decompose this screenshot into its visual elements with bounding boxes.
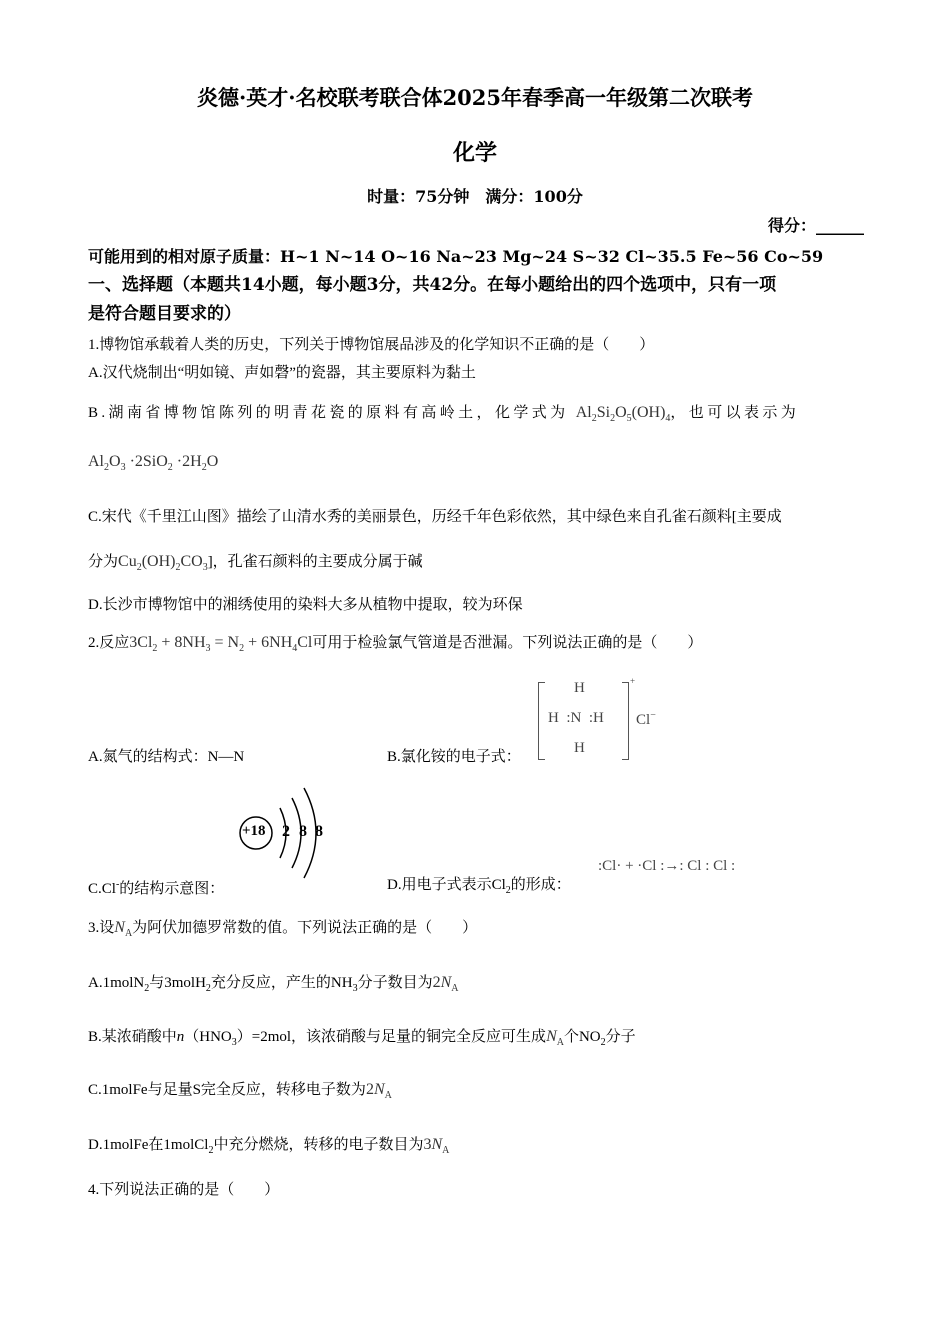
time-score: 时量：75分钟 满分：100分 xyxy=(367,187,583,206)
text: 个NO xyxy=(563,1029,601,1045)
shell-1: 2 xyxy=(282,823,290,840)
text: C.Cl xyxy=(88,881,116,897)
text: B.某浓硝酸中 xyxy=(88,1029,177,1045)
text: 的形成： xyxy=(510,877,571,893)
text: 充分反应，产生的NH xyxy=(210,975,353,991)
shell-3: 8 xyxy=(315,823,323,840)
q2-option-b: B.氯化铵的电子式： xyxy=(387,749,521,765)
formula: $N_A$ xyxy=(546,1028,564,1049)
section-heading: 一、选择题（本题共14小题，每小题3分，共42分。在每小题给出的四个选项中，只有一项 xyxy=(88,275,777,295)
atomic-masses: 可能用到的相对原子质量：H~1 N~14 O~16 Na~23 Mg~24 S~32 Cl~35.5 Fe~56 Co~59 xyxy=(88,247,824,266)
text: ，也可以表示为 xyxy=(670,405,800,421)
text: 分子数目为 xyxy=(357,975,433,991)
q1-formula-oxides: $Al_2O_3 \cdot 2SiO_2 \cdot 2H_2O$ xyxy=(88,453,219,474)
text: D.用电子式表示Cl xyxy=(387,877,506,893)
text: 中充分燃烧，转移的电子数目为 xyxy=(213,1137,424,1153)
text: D.1molFe在1molCl xyxy=(88,1137,209,1153)
text: 可用于检验氯气管道是否泄漏。下列说法正确的是（ ） xyxy=(312,635,703,651)
q2-option-d: D.用电子式表示$Cl_2$的形成： xyxy=(387,877,571,896)
q2-stem xyxy=(88,633,702,659)
formula: $2N_A$ xyxy=(365,1081,392,1102)
formula: $3Cl_2 + 8NH_3 = N_2 + 6NH_4Cl$ xyxy=(129,634,313,655)
formula: $3N_A$ xyxy=(423,1136,450,1157)
chlorine-formation-electron-formula: :Cl· + ·Cl :→: Cl : Cl : xyxy=(598,858,736,874)
exam-title: 炎德·英才·名校联考联合体2025年春季高一年级第二次联考 xyxy=(196,85,754,110)
formula: $Cu_2(OH)_2CO_3$ xyxy=(118,553,208,574)
ammonium-chloride-electron-formula: H H :N :H H + Cl− xyxy=(538,680,688,760)
text: 2.反应 xyxy=(88,635,130,651)
text: （HNO xyxy=(184,1029,232,1045)
text: ]，孔雀石颜料的主要成分属于碱 xyxy=(207,554,423,570)
q1-option-c-cont xyxy=(88,552,423,578)
text: 3.设 xyxy=(88,920,115,936)
q3-option-d: D.1molFe在1molCl$_2$中充分燃烧，转移的电子数目为$3N_A$ xyxy=(88,1136,450,1157)
avogadro-symbol: $N_A$ xyxy=(114,919,133,940)
subject-title: 化学 xyxy=(452,140,497,166)
q3-stem xyxy=(88,918,477,944)
text: 的结构示意图： xyxy=(119,881,225,897)
q3-option-c xyxy=(88,1080,392,1106)
text: C.1molFe与足量S完全反应，转移电子数为 xyxy=(88,1082,366,1098)
formula: $Al_2Si_2O_5(OH)_4$ xyxy=(575,404,671,425)
text: 分子 xyxy=(605,1029,636,1045)
text: ）=2mol，该浓硝酸与足量的铜完全反应可生成 xyxy=(236,1029,547,1045)
q2-option-a: A.氮气的结构式：N—N xyxy=(88,749,245,765)
q1-stem: 1.博物馆承载着人类的历史，下列关于博物馆展品涉及的化学知识不正确的是（ ） xyxy=(88,337,655,353)
text: B.湖南省博物馆陈列的明青花瓷的原料有高岭土，化学式为 xyxy=(88,405,569,421)
q2-option-c: C.Cl-的结构示意图： xyxy=(88,879,225,897)
q1-option-b xyxy=(88,403,799,429)
q1-option-c: C.宋代《千里江山图》描绘了山清水秀的美丽景色，历经千年色彩依然，其中绿色来自孔雀石颜料[主要成 xyxy=(88,509,782,525)
shell-2: 8 xyxy=(299,823,307,840)
text: 分为 xyxy=(88,554,119,570)
q3-option-a: A.1molN$_2$与3molH$_2$充分反应，产生的$NH_3$分子数目为$2N_A$ xyxy=(88,974,459,995)
q3-option-b: B.某浓硝酸中$n(HNO_3)=2mol$，该浓硝酸与足量的铜完全反应可生成$N_A$个$NO_2$分子 xyxy=(88,1028,636,1049)
q1-option-a: A.汉代烧制出“明如镜、声如磬”的瓷器，其主要原料为黏土 xyxy=(88,365,476,381)
text: 为阿伏加德罗常数的值。下列说法正确的是（ ） xyxy=(132,920,478,936)
chloride-ion-structure-diagram xyxy=(238,780,338,880)
text: A.1molN xyxy=(88,975,145,991)
q4-stem: 4.下列说法正确的是（ ） xyxy=(88,1182,280,1198)
text: 与3molH xyxy=(149,975,206,991)
score-field: 得分：______ xyxy=(767,216,864,235)
section-heading-cont: 是符合题目要求的） xyxy=(88,304,241,324)
nucleus-charge: +18 xyxy=(242,823,266,839)
q1-option-d: D.长沙市博物馆中的湘绣使用的染料大多从植物中提取，较为环保 xyxy=(88,597,523,613)
formula: $2N_A$ xyxy=(432,974,459,995)
